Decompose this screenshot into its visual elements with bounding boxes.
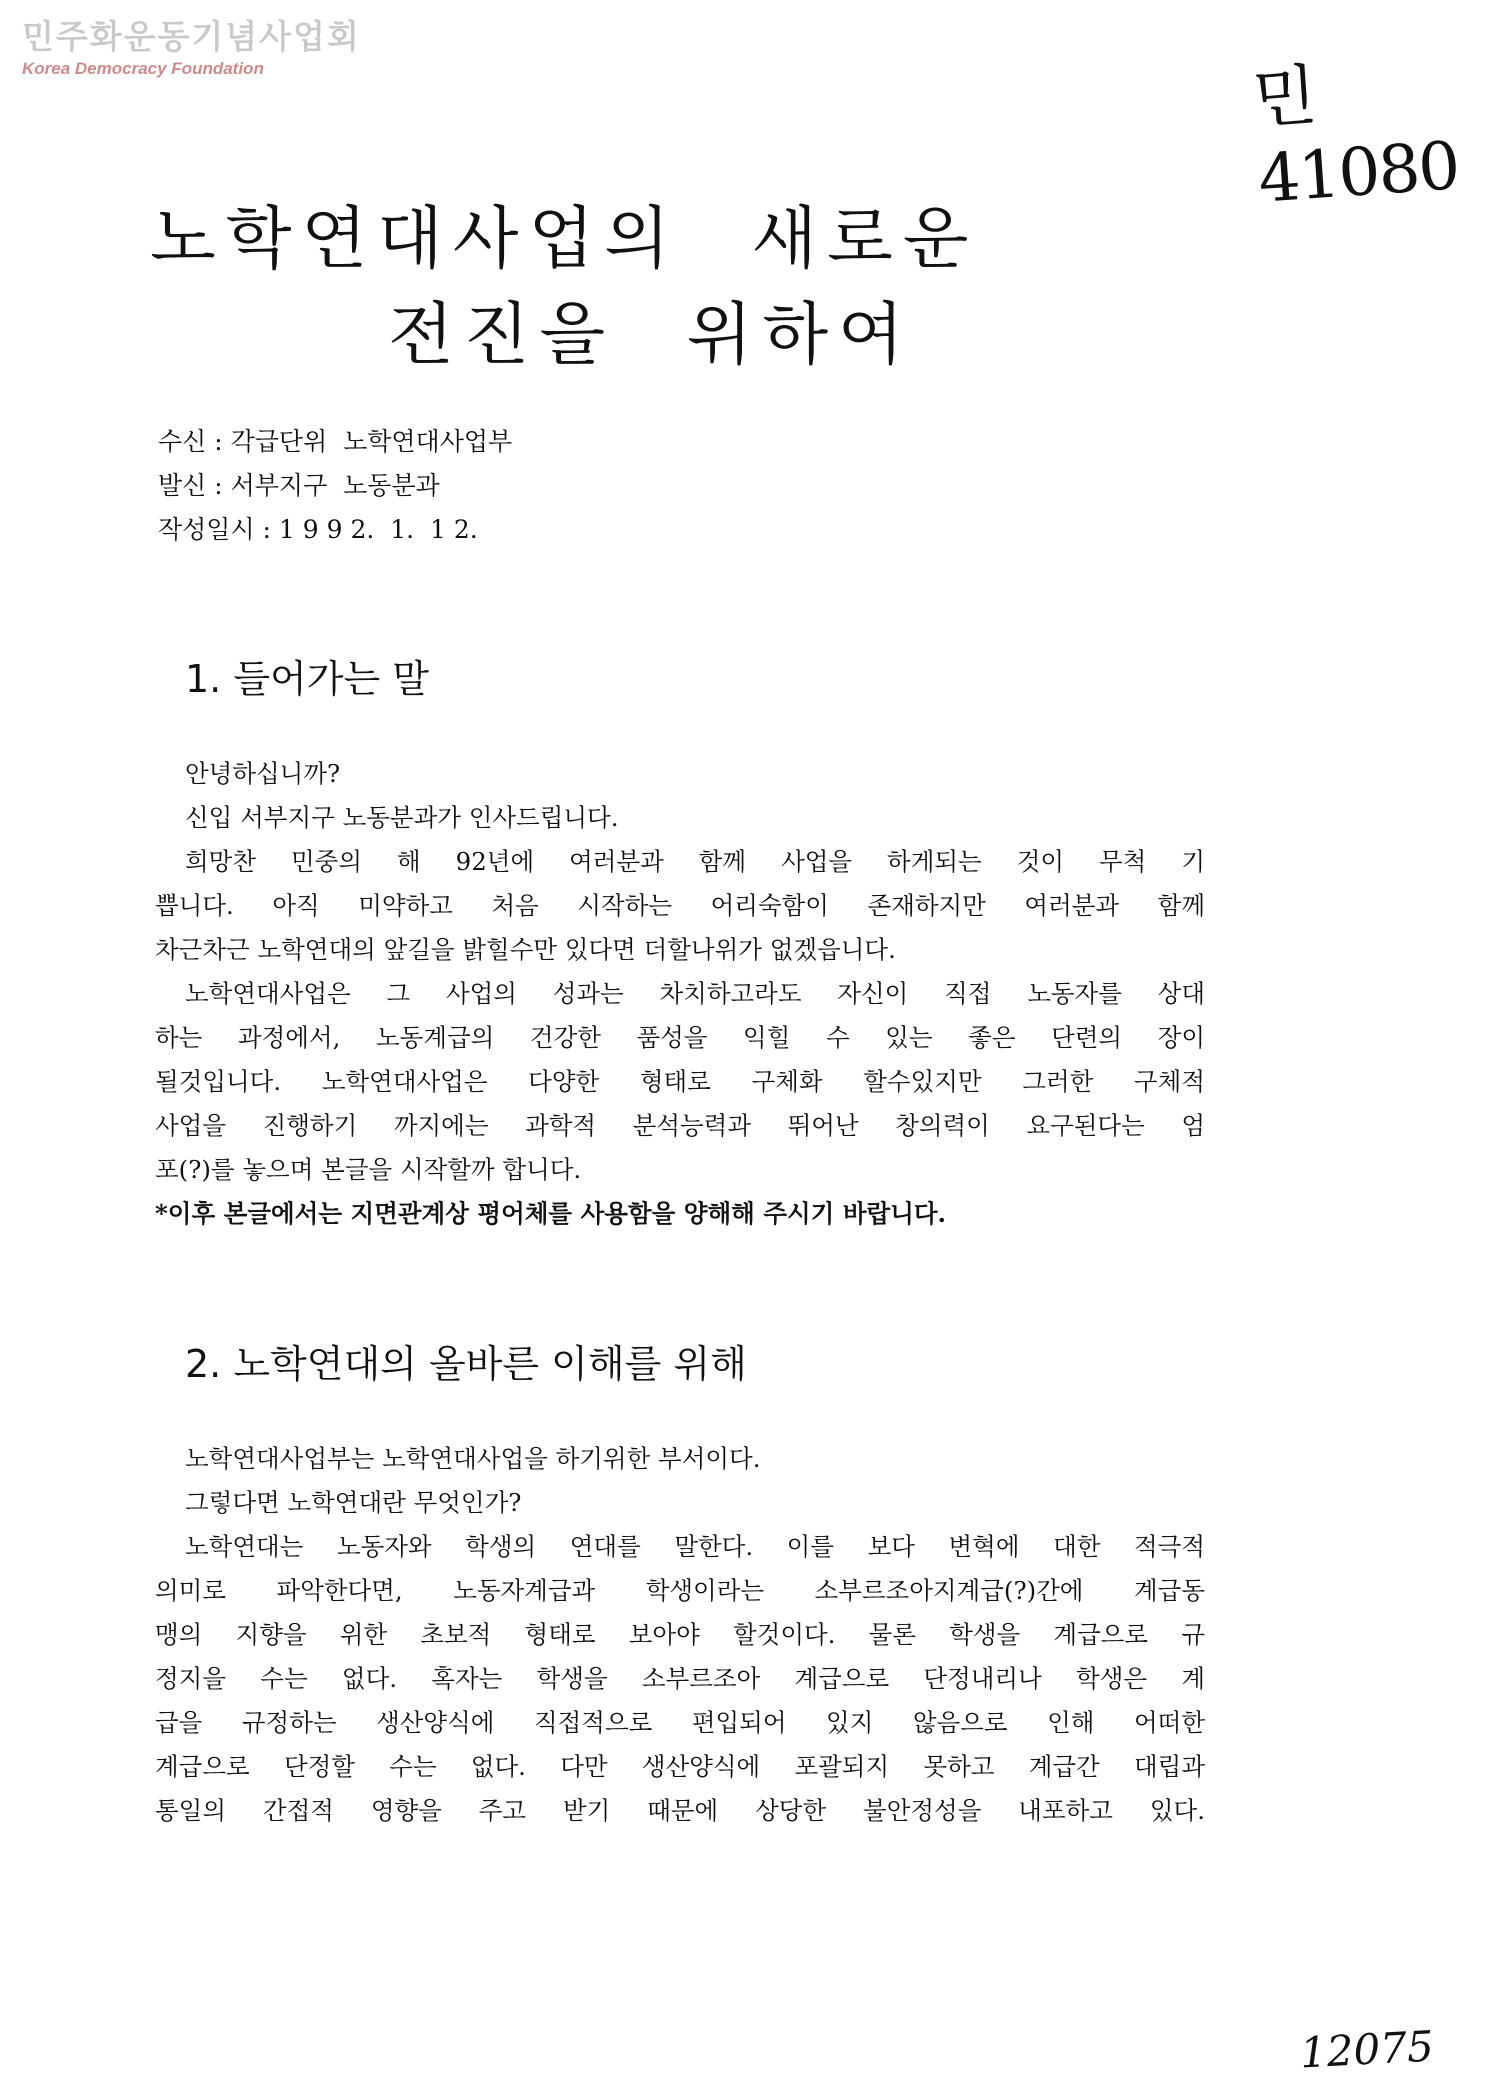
body-line: 급을 규정하는 생산양식에 직접적으로 편입되어 있지 않음으로 인해 어떠한 bbox=[155, 1708, 1205, 1737]
body-line: 포(?)를 놓으며 본글을 시작할까 합니다. bbox=[155, 1155, 582, 1184]
body-line: 안녕하십니까? bbox=[185, 759, 341, 788]
meta-sender: 발신 : 서부지구 노동분과 bbox=[158, 471, 440, 500]
title-line-2: 전진을 위하여 bbox=[388, 296, 914, 375]
section-2-body bbox=[155, 1437, 1205, 1833]
body-line: 그렇다면 노학연대란 무엇인가? bbox=[185, 1488, 522, 1517]
body-note: *이후 본글에서는 지면관계상 평어체를 사용함을 양해해 주시기 바랍니다. bbox=[155, 1199, 947, 1228]
body-line: 노학연대사업은 그 사업의 성과는 차치하고라도 자신이 직접 노동자를 상대 bbox=[185, 979, 1205, 1008]
body-line: 맹의 지향을 위한 초보적 형태로 보아야 할것이다. 물론 학생을 계급으로 규 bbox=[155, 1620, 1205, 1649]
body-line: 쁩니다. 아직 미약하고 처음 시작하는 어리숙함이 존재하지만 여러분과 함께 bbox=[155, 891, 1205, 920]
archive-number: 민 41080 bbox=[1250, 56, 1461, 218]
watermark-logo bbox=[22, 18, 361, 80]
title-line-1: 노학연대사업의 새로운 bbox=[150, 200, 979, 279]
body-line: 노학연대는 노동자와 학생의 연대를 말한다. 이를 보다 변혁에 대한 적극적 bbox=[185, 1532, 1205, 1561]
section-2-heading: 2. 노학연대의 올바른 이해를 위해 bbox=[185, 1342, 747, 1386]
body-line: 정지을 수는 없다. 혹자는 학생을 소부르조아 계급으로 단정내리나 학생은 계 bbox=[155, 1664, 1205, 1693]
meta-recipient: 수신 : 각급단위 노학연대사업부 bbox=[158, 427, 513, 456]
body-line: 노학연대사업부는 노학연대사업을 하기위한 부서이다. bbox=[185, 1444, 761, 1473]
document-meta bbox=[158, 420, 512, 552]
meta-date: 작성일시 : 1 9 9 2. 1. 1 2. bbox=[158, 515, 478, 544]
body-line: 희망찬 민중의 해 92년에 여러분과 함께 사업을 하게되는 것이 무척 기 bbox=[185, 847, 1205, 876]
document-title bbox=[150, 192, 1150, 384]
body-line: 차근차근 노학연대의 앞길을 밝힐수만 있다면 더할나위가 없겠읍니다. bbox=[155, 935, 896, 964]
body-line: 신입 서부지구 노동분과가 인사드립니다. bbox=[185, 803, 619, 832]
body-line: 될것입니다. 노학연대사업은 다양한 형태로 구체화 할수있지만 그러한 구체적 bbox=[155, 1067, 1205, 1096]
body-line: 사업을 진행하기 까지에는 과학적 분석능력과 뛰어난 창의력이 요구된다는 엄 bbox=[155, 1111, 1205, 1140]
section-1-body bbox=[155, 752, 1205, 1236]
page-number: 12075 bbox=[1298, 2021, 1435, 2078]
section-1-heading: 1. 들어가는 말 bbox=[185, 657, 429, 701]
body-line: 계급으로 단정할 수는 없다. 다만 생산양식에 포괄되지 못하고 계급간 대립과 bbox=[155, 1752, 1205, 1781]
body-line: 하는 과정에서, 노동계급의 건강한 품성을 익힐 수 있는 좋은 단련의 장이 bbox=[155, 1023, 1205, 1052]
watermark-korean: 민주화운동기념사업회 bbox=[22, 17, 361, 56]
body-line: 의미로 파악한다면, 노동자계급과 학생이라는 소부르조아지계급(?)간에 계급동 bbox=[155, 1576, 1205, 1605]
body-line: 통일의 간접적 영향을 주고 받기 때문에 상당한 불안정성을 내포하고 있다. bbox=[155, 1796, 1205, 1825]
watermark-english: Korea Democracy Foundation bbox=[22, 59, 264, 78]
